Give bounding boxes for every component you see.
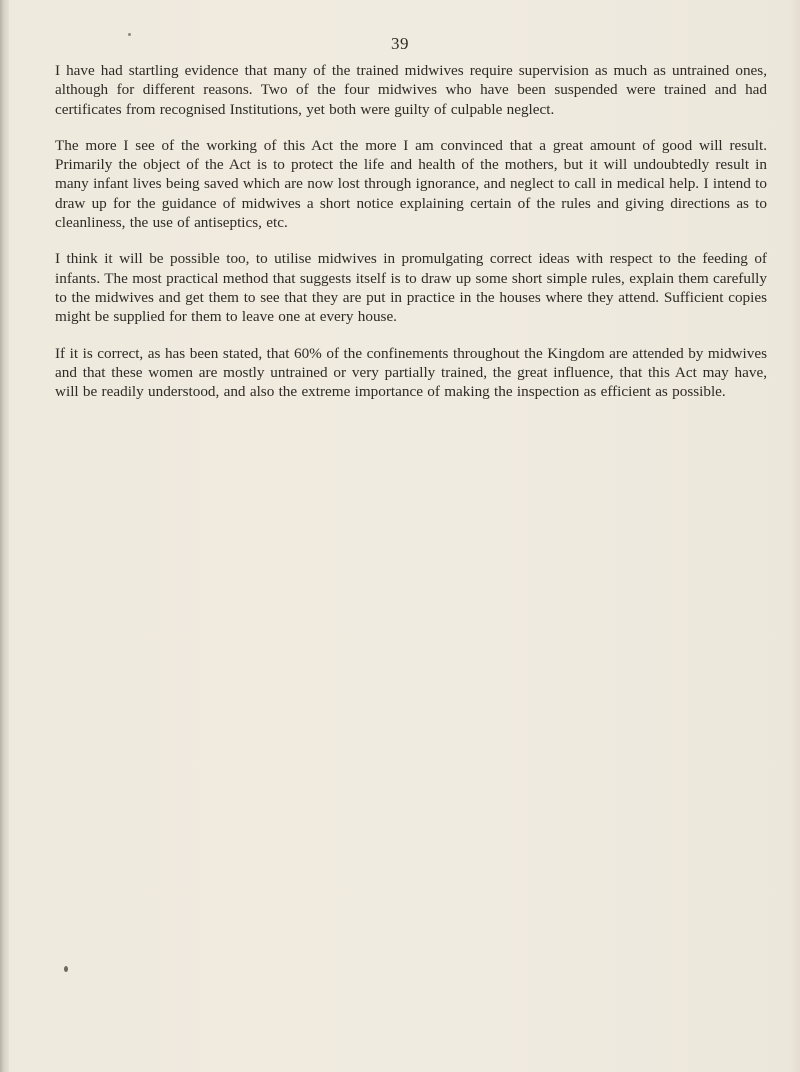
paragraph-act-working: The more I see of the working of this Act the more I am convinced that a great amount of good will result. Primarily the object of the Act is to protect the life and health of the mothers, but it will undoubtedly result in many infant lives being saved which are now lost through ignorance, and neglect to call in medical help. I intend to draw up for the guidance of midwives a short notice explaining certain of the rules and giving directions as to cleanliness, the use of antiseptics, etc.	[55, 136, 767, 232]
body-text	[55, 61, 767, 418]
paragraph-confinements: If it is correct, as has been stated, that 60% of the confinements throughout the Kingdom are attended by midwives and that these women are mostly untrained or very partially trained, the great influence, that this Act may have, will be readily understood, and also the extreme importance of making the inspection as efficient as possible.	[55, 344, 767, 401]
paragraph-infant-feeding: I think it will be possible too, to utilise midwives in promulgating correct ideas with respect to the feeding of infants. The most practical method that suggests itself is to draw up some short simple rules, explain them carefully to the midwives and get them to see that they are put in practice in the houses where they attend. Sufficient copies might be supplied for them to leave one at every house.	[55, 250, 767, 326]
paper-speck	[64, 966, 68, 972]
page-right-edge	[790, 0, 800, 1072]
page-binding-edge	[0, 0, 9, 1072]
paragraph-supervision: I have had startling evidence that many of the trained midwives require supervision as much as untrained ones, although for different reasons. Two of the four midwives who have been suspended were trained and had certificates from recognised Institutions, yet both were guilty of culpable neglect.	[55, 62, 767, 118]
page-number: 39	[391, 34, 409, 53]
